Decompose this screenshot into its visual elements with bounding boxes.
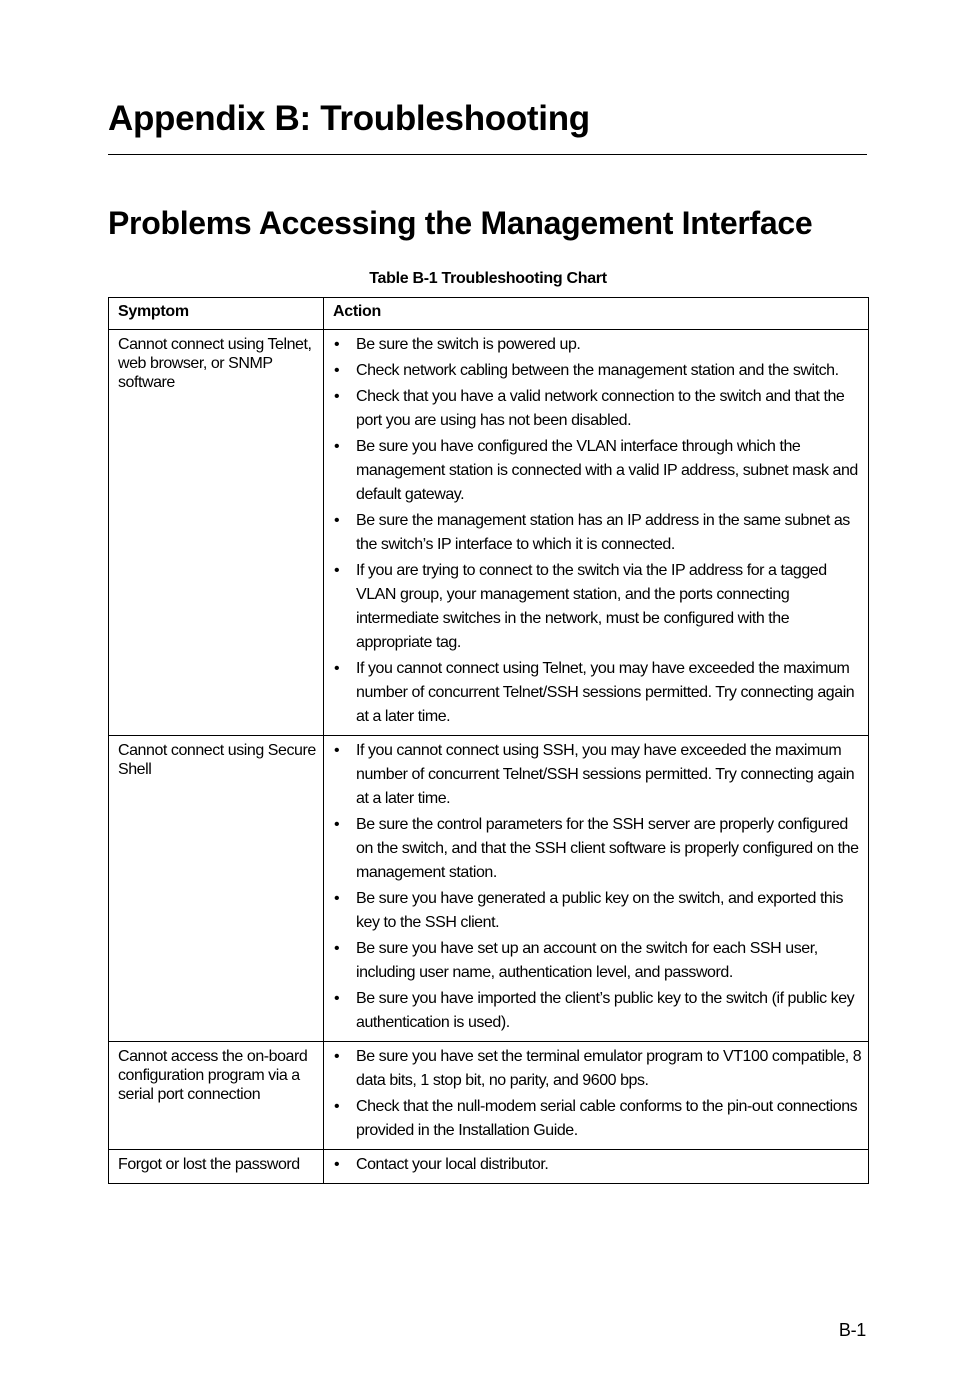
- action-text: Be sure you have generated a public key on the switch, and exported this key to the SSH client.: [356, 890, 844, 931]
- action-text: Contact your local distributor.: [356, 1156, 549, 1173]
- section-title: Problems Accessing the Management Interface: [108, 205, 813, 241]
- action-header: Action: [324, 298, 869, 330]
- table-row: [109, 330, 869, 736]
- action-text: Be sure the control parameters for the SSH server are properly configured on the switch, and that the SSH client software is properly configured on the management station.: [356, 816, 859, 881]
- bullet-icon: •: [334, 816, 340, 833]
- bullet-icon: •: [334, 562, 340, 579]
- action-text: Check network cabling between the management station and the switch.: [356, 362, 839, 379]
- action-item: [333, 987, 862, 1035]
- action-item: [333, 385, 862, 433]
- action-text: If you are trying to connect to the switch via the IP address for a tagged VLAN group, your management station, and the ports connecting intermediate switches in the network, must be configured with the appropriate tag.: [356, 562, 827, 651]
- bullet-icon: •: [334, 336, 340, 353]
- bullet-icon: •: [334, 1098, 340, 1115]
- action-item: [333, 813, 862, 885]
- bullet-icon: •: [334, 512, 340, 529]
- action-item: [333, 1095, 862, 1143]
- action-item: [333, 1153, 862, 1177]
- action-text: Check that you have a valid network connection to the switch and that the port you are using has not been disabled.: [356, 388, 845, 429]
- bullet-icon: •: [334, 362, 340, 379]
- action-text: Be sure you have set the terminal emulator program to VT100 compatible, 8 data bits, 1 stop bit, no parity, and 9600 bps.: [356, 1048, 862, 1089]
- action-item: [333, 509, 862, 557]
- symptom-cell: Forgot or lost the password: [109, 1150, 324, 1184]
- action-text: Be sure you have imported the client’s public key to the switch (if public key authentication is used).: [356, 990, 855, 1031]
- table-row: [109, 736, 869, 1042]
- bullet-icon: •: [334, 990, 340, 1007]
- action-item: [333, 937, 862, 985]
- table-row: [109, 1042, 869, 1150]
- bullet-icon: •: [334, 940, 340, 957]
- action-text: Be sure you have configured the VLAN interface through which the management station is connected with a valid IP address, subnet mask and default gateway.: [356, 438, 858, 503]
- action-list: [333, 1045, 862, 1143]
- action-cell: [324, 330, 869, 736]
- action-list: [333, 1153, 862, 1177]
- action-text: If you cannot connect using SSH, you may have exceeded the maximum number of concurrent Telnet/SSH sessions permitted. Try connecting again at a later time.: [356, 742, 855, 807]
- bullet-icon: •: [334, 1156, 340, 1173]
- bullet-icon: •: [334, 890, 340, 907]
- action-cell: [324, 1150, 869, 1184]
- action-item: [333, 435, 862, 507]
- action-item: [333, 1045, 862, 1093]
- chapter-divider: [108, 154, 867, 155]
- bullet-icon: •: [334, 388, 340, 405]
- action-item: [333, 739, 862, 811]
- action-cell: [324, 1042, 869, 1150]
- action-cell: [324, 736, 869, 1042]
- symptom-cell: Cannot access the on-board configuration program via a serial port connection: [109, 1042, 324, 1150]
- troubleshooting-table: [108, 297, 869, 1184]
- table-header-row: [109, 298, 869, 330]
- action-text: Check that the null-modem serial cable conforms to the pin-out connections provided in the Installation Guide.: [356, 1098, 858, 1139]
- chapter-title: Appendix B: Troubleshooting: [108, 99, 590, 138]
- bullet-icon: •: [334, 660, 340, 677]
- action-list: [333, 739, 862, 1035]
- page-number: B-1: [838, 1320, 866, 1340]
- action-item: [333, 657, 862, 729]
- action-item: [333, 359, 862, 383]
- action-text: Be sure you have set up an account on the switch for each SSH user, including user name, authentication level, and password.: [356, 940, 818, 981]
- action-list: [333, 333, 862, 729]
- symptom-header: Symptom: [109, 298, 324, 330]
- action-text: Be sure the management station has an IP address in the same subnet as the switch’s IP interface to which it is connected.: [356, 512, 850, 553]
- action-text: Be sure the switch is powered up.: [356, 336, 581, 353]
- symptom-cell: Cannot connect using Telnet, web browser, or SNMP software: [109, 330, 324, 736]
- table-body: [109, 330, 869, 1184]
- bullet-icon: •: [334, 1048, 340, 1065]
- action-item: [333, 333, 862, 357]
- action-text: If you cannot connect using Telnet, you may have exceeded the maximum number of concurrent Telnet/SSH sessions permitted. Try connecting again at a later time.: [356, 660, 855, 725]
- action-item: [333, 559, 862, 655]
- symptom-cell: Cannot connect using Secure Shell: [109, 736, 324, 1042]
- table-row: [109, 1150, 869, 1184]
- bullet-icon: •: [334, 742, 340, 759]
- bullet-icon: •: [334, 438, 340, 455]
- action-item: [333, 887, 862, 935]
- table-caption: Table B-1 Troubleshooting Chart: [369, 270, 607, 287]
